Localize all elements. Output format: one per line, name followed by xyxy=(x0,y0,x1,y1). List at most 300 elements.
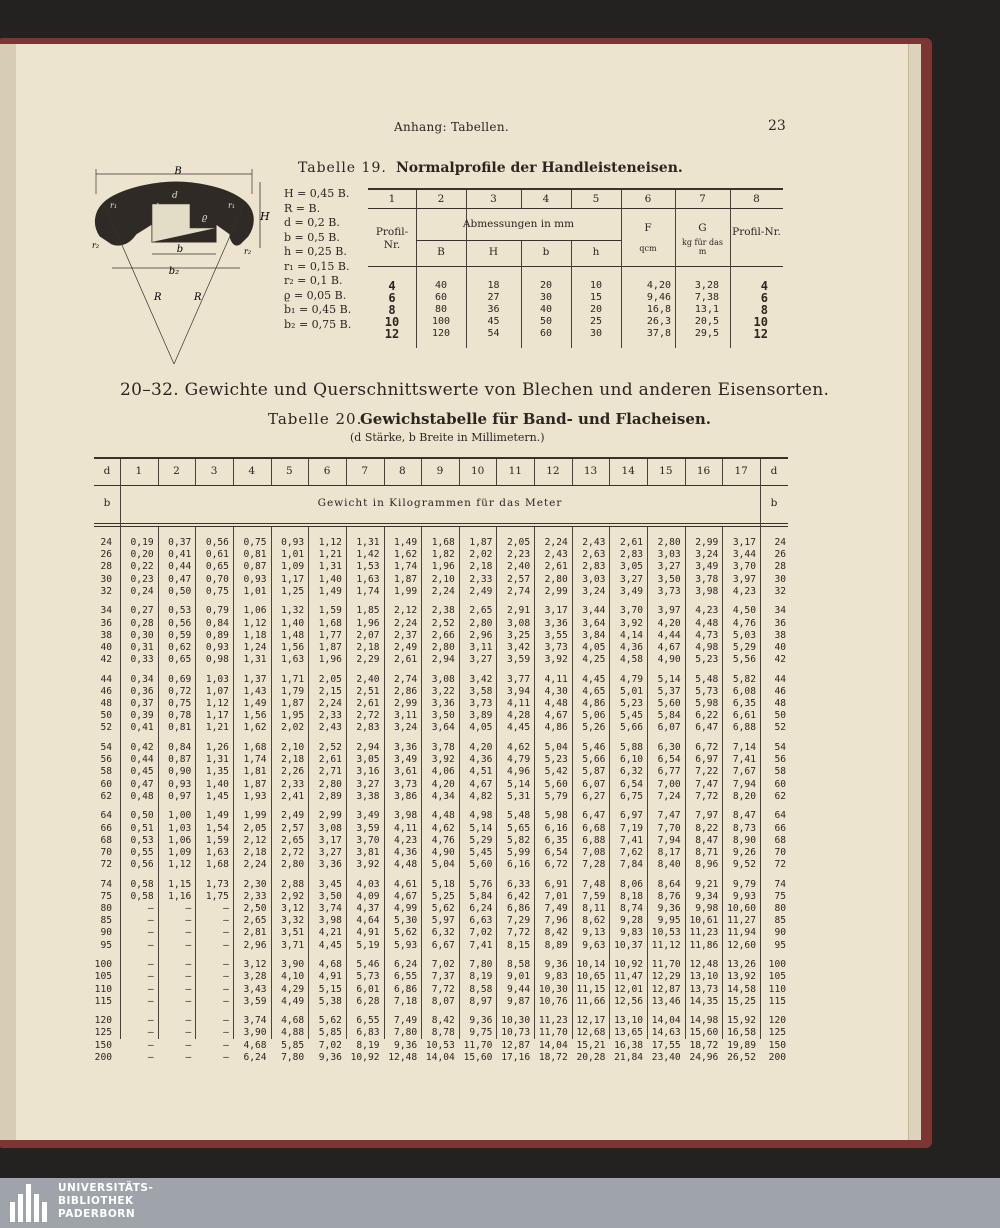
t20-cell: 6,07 xyxy=(657,722,681,734)
t20-cell: 3,27 xyxy=(318,846,342,858)
t20-cell: 23,40 xyxy=(651,1051,681,1063)
t20-cell: 4,14 xyxy=(619,629,644,641)
t20-cell: 6,47 xyxy=(582,810,606,822)
t20-cell: 3,61 xyxy=(394,766,418,778)
t20-cell: 3,50 xyxy=(431,710,455,722)
t19-cell-B: 100 xyxy=(431,316,451,327)
t20-cell: 3,50 xyxy=(318,890,342,902)
t20-cell: 2,63 xyxy=(582,549,606,561)
t20-cell: 4,64 xyxy=(356,915,380,927)
t19-colnum-3: 3 xyxy=(490,193,497,205)
t20-cell: 2,61 xyxy=(356,698,380,710)
t20-cell: 2,94 xyxy=(431,654,455,666)
t20-cell: 1,31 xyxy=(356,537,380,548)
t20-cell: 16,38 xyxy=(614,1039,644,1051)
t20-cell: 3,22 xyxy=(431,685,455,697)
t20-cell: 4,44 xyxy=(657,629,681,641)
t20-cell: 0,78 xyxy=(168,710,192,722)
t20-cell: 0,75 xyxy=(168,698,192,710)
t20-cell: 3,24 xyxy=(394,722,418,734)
t20-b-value: 58 xyxy=(100,766,112,778)
t20-cell: 0,97 xyxy=(168,790,192,802)
t20-cell: 7,47 xyxy=(695,778,719,790)
t20-cell: 1,87 xyxy=(394,573,418,585)
t20-cell: 6,54 xyxy=(619,778,644,790)
t20-cell: 12,48 xyxy=(689,959,719,971)
t20-cell: 9,13 xyxy=(582,927,606,939)
t20-cell: 10,92 xyxy=(350,1051,380,1063)
library-name-line2: BIBLIOTHEK xyxy=(58,1195,134,1207)
t20-cell: 11,66 xyxy=(576,995,606,1007)
t19-cell-h: 20 xyxy=(589,304,603,315)
t20-cell: 3,73 xyxy=(657,585,681,597)
t20-cell: 0,34 xyxy=(130,673,154,685)
t20-cell: 6,32 xyxy=(619,766,644,778)
t20-cell: 1,15 xyxy=(168,878,192,890)
t20-head-d-5: 5 xyxy=(286,465,293,477)
t20-cell: 3,98 xyxy=(394,810,418,822)
t20-cell: 1,21 xyxy=(205,722,229,734)
t20-cell: 3,98 xyxy=(695,585,719,597)
t20-cell: 1,62 xyxy=(243,722,267,734)
t20-b-value: 36 xyxy=(774,617,786,629)
t20-cell: 9,79 xyxy=(732,878,756,890)
t20-cell: 14,04 xyxy=(425,1051,455,1063)
t20-cell: 5,31 xyxy=(507,790,531,802)
t20-cell: 5,84 xyxy=(657,710,681,722)
t20-cell: 2,65 xyxy=(243,915,267,927)
label-h: h xyxy=(156,228,163,239)
t20-cell: 0,59 xyxy=(168,629,192,641)
t20-cell: 3,12 xyxy=(243,959,267,971)
t20-cell: 0,56 xyxy=(205,537,229,548)
t20-cell: 2,33 xyxy=(243,890,267,902)
t20-cell: 0,22 xyxy=(130,561,154,573)
t20-cell: 7,41 xyxy=(469,939,493,951)
t20-cell: 6,83 xyxy=(356,1027,380,1039)
t20-cell: — xyxy=(147,971,154,983)
t20-cell: 1,01 xyxy=(243,585,267,597)
t20-cell: 4,11 xyxy=(544,673,568,685)
t20-cell: 1,68 xyxy=(318,617,342,629)
t20-cell: 2,88 xyxy=(281,878,305,890)
t20-cell: 5,85 xyxy=(281,1039,305,1051)
t20-cell: 0,93 xyxy=(168,778,192,790)
t20-cell: 9,44 xyxy=(507,983,531,995)
t20-cell: 1,68 xyxy=(431,537,455,548)
t20-cell: 3,11 xyxy=(469,641,493,653)
t20-cell: 8,18 xyxy=(619,890,644,902)
formula-line: b₂ = 0,75 B. xyxy=(284,317,352,331)
t20-cell: 14,04 xyxy=(651,1015,681,1027)
t20-cell: 6,88 xyxy=(582,834,606,846)
t20-cell: 0,33 xyxy=(130,654,154,666)
t20-cell: — xyxy=(223,959,229,971)
t20-cell: 6,54 xyxy=(657,754,681,766)
t20-cell: 2,26 xyxy=(281,766,305,778)
t20-cell: 0,48 xyxy=(130,790,154,802)
t20-cell: 0,93 xyxy=(243,573,267,585)
t20-weight-header: Gewicht in Kilogrammen für das Meter xyxy=(317,497,563,509)
t20-b-value: 28 xyxy=(100,561,112,573)
t19-col-H xyxy=(466,280,521,340)
t20-cell: 10,53 xyxy=(651,927,681,939)
t20-cell: 1,03 xyxy=(168,822,192,834)
t20-cell: 1,01 xyxy=(281,549,305,561)
t20-cell: 1,77 xyxy=(318,629,342,641)
t20-head-d-11: 11 xyxy=(508,465,522,477)
formula-line: d = 0,2 B. xyxy=(284,216,340,229)
t19-colnum-8: 8 xyxy=(753,193,760,205)
table20-label: Tabelle 20. xyxy=(268,410,363,428)
t20-col-d-3 xyxy=(195,537,229,1064)
t20-col-d-16 xyxy=(685,537,719,1064)
t20-b-value: 150 xyxy=(768,1039,786,1051)
t20-col-d-11 xyxy=(496,537,530,1064)
t20-cell: 1,85 xyxy=(356,605,380,617)
t20-col-d-2 xyxy=(158,537,192,1064)
t20-head-b-right: b xyxy=(770,497,778,509)
t20-cell: 7,02 xyxy=(318,1039,342,1051)
t20-cell: 11,86 xyxy=(689,939,719,951)
formula-line: H = 0,45 B. xyxy=(284,187,350,200)
t20-b-value: 90 xyxy=(100,927,112,939)
t20-cell: 1,40 xyxy=(281,617,305,629)
t20-b-value: 34 xyxy=(774,605,786,617)
t20-cell: 7,80 xyxy=(469,959,493,971)
t20-cell: 2,15 xyxy=(318,685,342,697)
t20-cell: 2,99 xyxy=(544,585,568,597)
t20-cell: 6,01 xyxy=(356,983,380,995)
t19-colnum-4: 4 xyxy=(542,193,550,205)
t20-cell: 2,40 xyxy=(507,561,531,573)
t20-cell: 8,42 xyxy=(544,927,568,939)
t20-cell: 2,57 xyxy=(507,573,531,585)
t20-cell: — xyxy=(147,939,154,951)
t19-cell-h: 10 xyxy=(589,280,603,291)
t20-cell: 4,48 xyxy=(394,859,418,871)
t20-cell: — xyxy=(185,1039,192,1051)
t20-cell: 1,49 xyxy=(318,585,342,597)
t20-cell: — xyxy=(223,971,229,983)
t20-cell: 4,36 xyxy=(469,754,493,766)
library-name xyxy=(58,1182,153,1221)
t20-cell: 9,36 xyxy=(394,1039,418,1051)
t20-cell: 11,23 xyxy=(689,927,719,939)
t20-cell: 0,79 xyxy=(205,605,229,617)
t20-cell: 1,48 xyxy=(281,629,305,641)
t20-cell: 3,92 xyxy=(544,654,568,666)
t20-cell: 2,83 xyxy=(356,722,380,734)
t19-cell-F: 37,8 xyxy=(646,328,671,339)
t20-cell: 1,93 xyxy=(243,790,267,802)
page-number: 23 xyxy=(768,118,786,134)
t20-head-d-8: 8 xyxy=(398,465,406,477)
label-r2-left: r₂ xyxy=(92,241,100,250)
t20-cell: 5,15 xyxy=(318,983,342,995)
t20-head-d-6: 6 xyxy=(323,465,331,477)
t20-cell: 0,45 xyxy=(130,766,154,778)
t20-cell: 8,07 xyxy=(431,995,455,1007)
t20-cell: — xyxy=(223,995,229,1007)
t20-cell: 0,28 xyxy=(130,617,154,629)
t20-cell: 4,91 xyxy=(318,971,342,983)
t20-cell: 5,60 xyxy=(469,859,493,871)
t20-b-value: 50 xyxy=(774,710,786,722)
t20-cell: 0,30 xyxy=(130,629,154,641)
t20-cell: 17,16 xyxy=(501,1051,531,1063)
t20-cell: 4,91 xyxy=(356,927,380,939)
t20-b-value: 70 xyxy=(774,846,786,858)
t20-cell: 2,02 xyxy=(469,549,493,561)
t20-cell: 4,03 xyxy=(356,878,380,890)
page-edge xyxy=(908,44,921,1140)
t20-cell: — xyxy=(223,1051,229,1063)
t20-cell: 3,74 xyxy=(318,903,342,915)
t19-colnum-1: 1 xyxy=(388,193,396,205)
t20-b-value: 100 xyxy=(768,959,786,971)
t20-cell: 5,62 xyxy=(431,903,455,915)
profile-formula-list xyxy=(284,187,351,332)
t20-cell: 5,04 xyxy=(544,741,568,753)
t20-cell: 4,49 xyxy=(281,995,305,1007)
t20-cell: 3,84 xyxy=(582,629,606,641)
t20-cell: 9,98 xyxy=(695,903,719,915)
t20-b-value: 75 xyxy=(100,890,112,902)
t20-cell: 13,10 xyxy=(689,971,719,983)
t20-cell: 3,25 xyxy=(507,629,531,641)
t20-cell: 12,56 xyxy=(614,995,644,1007)
t20-cell: 2,49 xyxy=(281,810,305,822)
t20-cell: 13,26 xyxy=(727,959,756,971)
t20-b-value: 32 xyxy=(774,585,786,597)
t20-cell: 5,60 xyxy=(657,698,681,710)
t20-cell: 0,47 xyxy=(168,573,192,585)
section-heading: 20–32. Gewichte und Querschnittswerte von Blechen und anderen Eisensorten. xyxy=(120,380,830,400)
t20-cell: 2,74 xyxy=(394,673,418,685)
t20-cell: 4,76 xyxy=(431,834,455,846)
t20-cell: 12,29 xyxy=(651,971,681,983)
t20-b-value: 110 xyxy=(768,983,786,995)
label-r1-right: r₁ xyxy=(228,201,236,210)
formula-line: h = 0,25 B. xyxy=(284,245,347,258)
t20-b-value: 95 xyxy=(100,939,112,951)
t20-cell: 3,74 xyxy=(243,1015,267,1027)
t20-cell: 12,60 xyxy=(727,939,756,951)
t20-cell: 3,08 xyxy=(431,673,455,685)
t20-cell: 7,19 xyxy=(619,822,644,834)
t20-b-value: 50 xyxy=(100,710,112,722)
library-logo-icon xyxy=(10,1184,48,1222)
t20-col-d-6 xyxy=(308,537,342,1064)
t20-cell: 12,87 xyxy=(501,1039,531,1051)
t20-cell: 1,12 xyxy=(205,698,229,710)
t19-cell-nr2: 8 xyxy=(760,303,768,317)
t20-b-value: 60 xyxy=(774,778,786,790)
t20-cell: 4,50 xyxy=(732,605,756,617)
t20-cell: 10,60 xyxy=(727,903,756,915)
t20-cell: 8,71 xyxy=(695,846,719,858)
t20-cell: 1,17 xyxy=(205,710,229,722)
t20-cell: 0,55 xyxy=(130,846,154,858)
t20-cell: 10,30 xyxy=(501,1015,531,1027)
t20-head-d-7: 7 xyxy=(361,465,369,477)
t20-cell: 1,87 xyxy=(318,641,342,653)
t20-cell: 4,11 xyxy=(507,698,531,710)
t20-cell: 3,03 xyxy=(657,549,681,561)
t20-b-value: 115 xyxy=(768,995,786,1007)
t20-b-value: 105 xyxy=(768,971,786,983)
t20-cell: 2,12 xyxy=(243,834,267,846)
t20-cell: 3,92 xyxy=(431,754,455,766)
t20-cell: 15,92 xyxy=(727,1015,756,1027)
t20-cell: 3,44 xyxy=(732,549,756,561)
t20-cell: 1,16 xyxy=(168,890,192,902)
t20-cell: — xyxy=(147,959,154,971)
t20-cell: 8,62 xyxy=(582,915,606,927)
t20-b-value: 28 xyxy=(774,561,786,573)
t20-cell: 9,01 xyxy=(507,971,531,983)
t20-cell: 4,36 xyxy=(619,641,644,653)
t20-cell: 6,72 xyxy=(544,859,568,871)
t20-b-value: 24 xyxy=(774,537,786,548)
t20-cell: 4,88 xyxy=(281,1027,305,1039)
t20-cell: 0,37 xyxy=(130,698,154,710)
t20-cell: 2,61 xyxy=(318,754,342,766)
t20-cell: 3,81 xyxy=(356,846,380,858)
t20-cell: 5,82 xyxy=(507,834,531,846)
t20-cell: 0,50 xyxy=(130,810,154,822)
t20-cell: 7,80 xyxy=(281,1051,305,1063)
t20-b-value: 66 xyxy=(100,822,112,834)
t20-cell: 8,22 xyxy=(695,822,719,834)
t20-cell: 5,04 xyxy=(431,859,455,871)
t20-b-value: 62 xyxy=(100,790,112,802)
t20-cell: — xyxy=(223,915,229,927)
t20-b-value: 46 xyxy=(774,685,786,697)
t20-cell: 0,84 xyxy=(168,741,192,753)
t20-cell: 0,87 xyxy=(243,561,267,573)
t20-cell: 7,72 xyxy=(507,927,531,939)
t20-cell: 1,53 xyxy=(356,561,380,573)
t20-cell: 2,05 xyxy=(318,673,342,685)
t20-cell: 1,00 xyxy=(168,810,192,822)
t20-cell: 0,58 xyxy=(130,878,154,890)
t20-cell: 8,58 xyxy=(469,983,493,995)
t20-cell: 3,55 xyxy=(544,629,568,641)
t20-cell: 4,62 xyxy=(431,822,455,834)
t20-cell: 5,42 xyxy=(544,766,568,778)
t20-cell: 4,34 xyxy=(431,790,455,802)
t20-cell: 2,10 xyxy=(281,741,305,753)
t20-cell: 2,99 xyxy=(695,537,719,548)
t20-cell: 3,38 xyxy=(356,790,380,802)
t19-cell-B: 120 xyxy=(431,328,451,339)
t20-cell: 3,49 xyxy=(695,561,719,573)
t20-cell: 1,87 xyxy=(469,537,493,548)
t20-cell: — xyxy=(223,1039,229,1051)
t20-b-value: 95 xyxy=(774,939,786,951)
t20-b-value: 120 xyxy=(768,1015,786,1027)
t20-cell: — xyxy=(223,983,229,995)
t20-b-value: 100 xyxy=(94,959,112,971)
t20-cell: 3,64 xyxy=(582,617,606,629)
t20-cell: 3,17 xyxy=(732,537,756,548)
label-R-right: R xyxy=(194,292,202,303)
t20-cell: 14,98 xyxy=(689,1015,719,1027)
t20-cell: 2,96 xyxy=(469,629,493,641)
t20-cell: 2,05 xyxy=(507,537,531,548)
t19-cell-H: 18 xyxy=(487,280,500,291)
t20-cell: 2,18 xyxy=(243,846,267,858)
t20-cell: 0,44 xyxy=(130,754,154,766)
t20-cell: 1,07 xyxy=(205,685,229,697)
t20-cell: 3,78 xyxy=(431,741,455,753)
t20-cell: 2,86 xyxy=(394,685,418,697)
t20-b-value: 48 xyxy=(100,698,112,710)
t20-cell: 2,24 xyxy=(318,698,342,710)
t20-cell: 6,55 xyxy=(356,1015,380,1027)
t20-cell: 5,85 xyxy=(318,1027,342,1039)
t20-cell: 8,11 xyxy=(582,903,606,915)
t20-cell: 1,96 xyxy=(431,561,455,573)
t20-cell: 9,93 xyxy=(732,890,756,902)
t20-cell: 16,58 xyxy=(727,1027,756,1039)
t19-cell-b: 40 xyxy=(539,304,553,315)
t20-cell: 0,53 xyxy=(168,605,192,617)
t20-cell: 1,32 xyxy=(281,605,305,617)
t20-cell: 0,69 xyxy=(168,673,192,685)
t20-col-d-7 xyxy=(346,537,380,1064)
t19-cell-h: 30 xyxy=(589,328,603,339)
t20-cell: 1,49 xyxy=(205,810,229,822)
t20-b-value: 74 xyxy=(774,878,786,890)
t20-cell: — xyxy=(185,1027,192,1039)
t20-b-value: 62 xyxy=(774,790,786,802)
t19-col-h xyxy=(571,280,621,340)
t20-b-value: 68 xyxy=(774,834,786,846)
t20-cell: 15,60 xyxy=(463,1051,493,1063)
t20-b-value: 80 xyxy=(774,903,786,915)
t20-cell: 2,33 xyxy=(281,778,305,790)
t19-col-profil-nr-right xyxy=(730,280,768,340)
t20-cell: 1,31 xyxy=(243,654,267,666)
t20-cell: 5,87 xyxy=(582,766,606,778)
t20-cell: 4,62 xyxy=(507,741,531,753)
t20-cell: 2,80 xyxy=(431,641,455,653)
t20-cell: 2,61 xyxy=(544,561,568,573)
t19-col-b xyxy=(521,280,571,340)
t20-cell: 10,65 xyxy=(576,971,606,983)
t20-head-d-left: d xyxy=(103,465,111,477)
t20-cell: 6,47 xyxy=(695,722,719,734)
t20-b-value: 52 xyxy=(774,722,786,734)
t20-cell: 9,28 xyxy=(619,915,644,927)
t20-cell: 2,72 xyxy=(356,710,380,722)
t20-cell: 0,75 xyxy=(205,585,229,597)
t20-b-value: 64 xyxy=(100,810,112,822)
t20-cell: 3,51 xyxy=(281,927,305,939)
t20-cell: 14,63 xyxy=(651,1027,681,1039)
t20-cell: 7,02 xyxy=(431,959,455,971)
t19-cell-nr2: 6 xyxy=(760,291,768,305)
t20-cell: 1,25 xyxy=(281,585,305,597)
t20-cell: 0,89 xyxy=(205,629,229,641)
t20-cell: — xyxy=(185,995,192,1007)
formula-line: b = 0,5 B. xyxy=(284,230,340,244)
t20-cell: 7,47 xyxy=(657,810,681,822)
t20-cell: 6,10 xyxy=(619,754,644,766)
